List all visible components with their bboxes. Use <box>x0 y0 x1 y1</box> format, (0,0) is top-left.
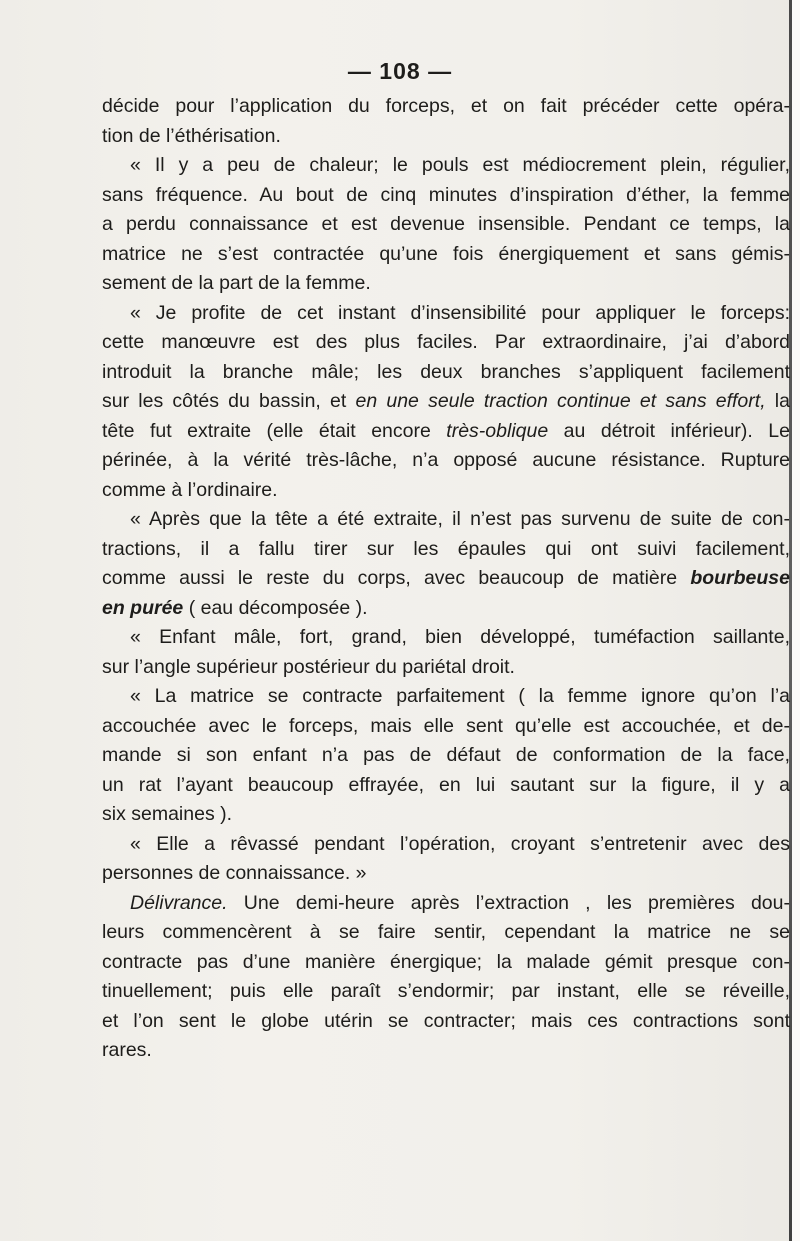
italic-phrase: en purée <box>102 596 184 619</box>
text-line: accouchée avec le forceps, mais elle sent qu’elle est accouchée, et de- <box>102 714 790 737</box>
text-line: rares. <box>102 1039 152 1061</box>
text-line: « Elle a rêvassé pendant l’opération, croyant s’entretenir avec des <box>130 832 790 855</box>
text-line: « Il y a peu de chaleur; le pouls est médiocrement plein, régulier, <box>130 154 790 176</box>
text-run: comme aussi le reste du corps, avec beaucoup de matière <box>102 567 691 589</box>
italic-phrase: en une seule traction continue et sans effort, <box>355 390 766 412</box>
text-line: « Enfant mâle, fort, grand, bien développé, tuméfaction saillante, <box>130 626 790 648</box>
text-line: six semaines ). <box>102 803 233 825</box>
text-line: « Après que la tête a été extraite, il n’est pas survenu de suite de con- <box>130 508 790 530</box>
text-line-mixed <box>102 564 790 594</box>
text-line: mande si son enfant n’a pas de défaut de conformation de la face, <box>102 744 790 766</box>
text-run: la <box>765 390 790 412</box>
text-line: matrice ne s’est contractée qu’une fois énergiquement et sans gémis- <box>102 242 790 265</box>
text-run: au détroit inférieur). Le <box>548 419 790 442</box>
text-line: contracte pas d’une manière énergique; la malade gémit presque con- <box>102 950 790 973</box>
text-line-mixed <box>102 594 790 624</box>
italic-phrase: très-oblique <box>446 419 549 442</box>
text-run: sur les côtés du bassin, et <box>102 390 356 412</box>
text-line: « La matrice se contracte parfaitement ( la femme ignore qu’on l’a <box>130 685 790 707</box>
text-line: décide pour l’application du forceps, et on fait précéder cette opéra- <box>102 95 790 117</box>
text-run: Une demi-heure après l’extraction , les premières dou- <box>227 891 790 914</box>
text-line-mixed <box>102 889 790 919</box>
body-text <box>102 92 790 1066</box>
italic-phrase: Délivrance. <box>130 891 228 914</box>
text-line: sans fréquence. Au bout de cinq minutes d’inspiration d’éther, la femme <box>102 183 790 206</box>
text-line: et l’on sent le globe utérin se contracter; mais ces contractions sont <box>102 1009 790 1032</box>
page-number: — 108 — <box>347 58 453 84</box>
text-line: sement de la part de la femme. <box>102 272 371 294</box>
text-line-mixed <box>102 417 790 447</box>
text-line: tractions, il a fallu tirer sur les épaules qui ont suivi facilement, <box>102 537 790 560</box>
text-line: un rat l’ayant beaucoup effrayée, en lui sautant sur la figure, il y a <box>102 773 790 796</box>
text-line: « Je profite de cet instant d’insensibilité pour appliquer le forceps: <box>130 301 790 324</box>
text-line: introduit la branche mâle; les deux branches s’appliquent facilement <box>102 360 790 383</box>
text-run: ( eau décomposée ). <box>183 596 368 619</box>
text-line: a perdu connaissance et est devenue insensible. Pendant ce temps, la <box>102 213 790 235</box>
text-line: leurs commencèrent à se faire sentir, cependant la matrice ne se <box>102 921 790 943</box>
text-line: tinuellement; puis elle paraît s’endormir; par instant, elle se réveille, <box>102 980 790 1002</box>
text-line: périnée, à la vérité très-lâche, n’a opposé aucune résistance. Rupture <box>102 449 790 471</box>
text-line: tion de l’éthérisation. <box>102 124 281 147</box>
text-run: tête fut extraite (elle était encore <box>102 419 447 442</box>
text-line: cette manœuvre est des plus faciles. Par extraordinaire, j’ai d’abord <box>102 331 790 353</box>
page-edge-margin <box>792 0 800 1241</box>
text-line: sur l’angle supérieur postérieur du pariétal droit. <box>102 655 515 678</box>
text-line-mixed <box>102 387 790 417</box>
text-line: comme à l’ordinaire. <box>102 478 278 501</box>
text-line: personnes de connaissance. » <box>102 862 367 884</box>
italic-phrase: bourbeuse <box>690 567 790 589</box>
